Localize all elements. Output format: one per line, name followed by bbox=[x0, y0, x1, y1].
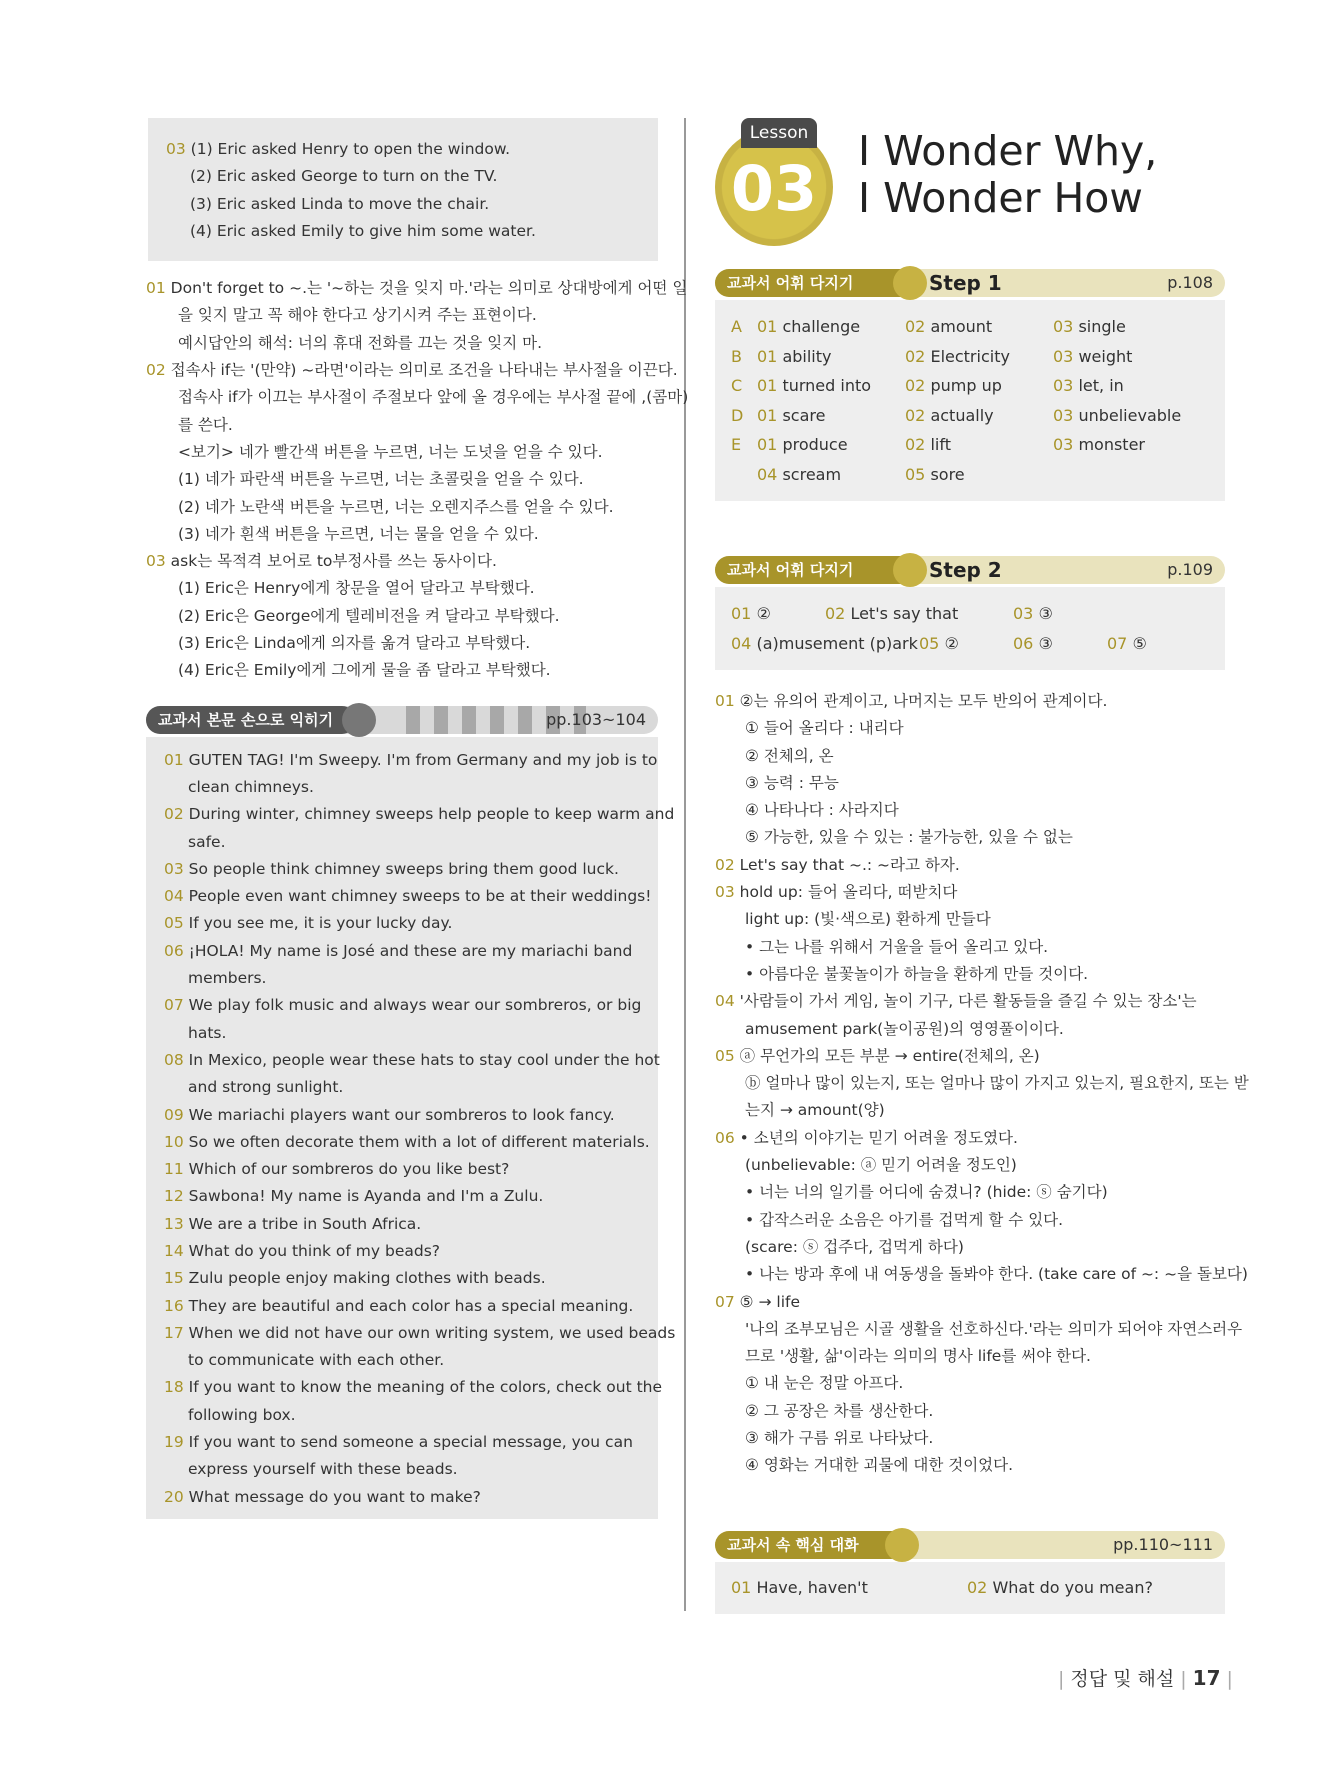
answer-line: (4) Eric asked Emily to give him some water. bbox=[190, 221, 536, 240]
note-continuation: ⑤ 가능한, 있을 수 있는 : 불가능한, 있을 수 없는 bbox=[745, 828, 1073, 847]
step2-label: 교과서 어휘 다지기 bbox=[715, 556, 915, 584]
step2-page: p.109 bbox=[1167, 560, 1213, 579]
step1-answer bbox=[757, 460, 905, 490]
step1-answer bbox=[1053, 430, 1203, 460]
step2-answer bbox=[731, 629, 919, 659]
answer-line: (2) Eric asked George to turn on the TV. bbox=[190, 167, 498, 186]
text-item-text: to communicate with each other. bbox=[188, 1351, 445, 1370]
answer-text: pump up bbox=[930, 376, 1002, 395]
text-item-line bbox=[164, 1484, 640, 1511]
answer-text: ② bbox=[756, 604, 771, 623]
text-item-text: What message do you want to make? bbox=[188, 1487, 481, 1506]
answer-text: Electricity bbox=[930, 346, 1010, 366]
answer-text: scare bbox=[782, 405, 826, 425]
text-item-text: safe. bbox=[188, 832, 226, 851]
note-continuation: <보기> 네가 빨간색 버튼을 누르면, 너는 도넛을 얻을 수 있다. bbox=[178, 442, 603, 461]
text-item-text: Sawbona! My name is Ayanda and I'm a Zulu. bbox=[188, 1187, 544, 1206]
note-text: ⑤ → life bbox=[739, 1292, 801, 1311]
text-item-number: 15 bbox=[164, 1269, 184, 1288]
text-item-number: 07 bbox=[164, 996, 184, 1015]
note-continuation: ① 내 눈은 정말 아프다. bbox=[745, 1374, 904, 1393]
answer-number: 01 bbox=[757, 405, 778, 425]
note-text: ②는 유의어 관계이고, 나머지는 모두 반의어 관계이다. bbox=[739, 692, 1108, 710]
text-item-line bbox=[164, 1265, 640, 1292]
answer-number: 03 bbox=[1053, 317, 1074, 336]
step2-answers bbox=[715, 587, 1225, 670]
note-continuation: (2) 네가 노란색 버튼을 누르면, 너는 오렌지주스를 얻을 수 있다. bbox=[178, 497, 614, 516]
note-continuation: ④ 나타나다 : 사라지다 bbox=[745, 801, 899, 820]
text-item-text: GUTEN TAG! I'm Sweepy. I'm from Germany and my job is to bbox=[188, 750, 658, 769]
answer-text: actually bbox=[930, 405, 994, 425]
answer-text: turned into bbox=[782, 376, 872, 395]
step1-letter: E bbox=[731, 435, 742, 454]
note-line bbox=[715, 852, 1225, 879]
note-continuation: 예시답안의 해석: 너의 휴대 전화를 끄는 것을 잊지 마. bbox=[178, 333, 542, 352]
step1-answer bbox=[757, 371, 905, 401]
text-item-line bbox=[164, 1129, 650, 1156]
text-items-box bbox=[146, 737, 676, 1519]
text-item-line bbox=[164, 1238, 640, 1265]
answer-number: 01 bbox=[731, 1577, 752, 1597]
answer-line: (1) Eric asked Henry to open the window. bbox=[190, 140, 511, 158]
answer-number: 01 bbox=[757, 435, 778, 454]
answer-number: 02 bbox=[967, 1577, 988, 1597]
note-continuation: amusement park(놀이공원)의 영영풀이이다. bbox=[745, 1019, 1064, 1038]
answer-number: 07 bbox=[1107, 633, 1128, 653]
step1-answer bbox=[905, 401, 1053, 431]
text-item-number: 04 bbox=[164, 887, 184, 906]
note-continuation: • 아름다운 불꽃놀이가 하늘을 환하게 만들 것이다. bbox=[745, 964, 1089, 983]
step1-answers bbox=[715, 300, 1225, 501]
note-line bbox=[715, 1289, 1225, 1316]
answer-number: 01 bbox=[757, 346, 778, 366]
note-continuation: 를 쓴다. bbox=[178, 415, 233, 434]
note-continuation: ④ 영화는 거대한 괴물에 대한 것이었다. bbox=[745, 1456, 1014, 1475]
text-item-number: 06 bbox=[164, 941, 184, 960]
right-column bbox=[715, 266, 1249, 1614]
answer-text: amount bbox=[930, 317, 993, 336]
note-number: 07 bbox=[715, 1292, 735, 1311]
answer-number: 02 bbox=[905, 317, 926, 336]
text-item-text: members. bbox=[188, 969, 267, 988]
step1-answer bbox=[1053, 371, 1203, 401]
answer-number: 02 bbox=[825, 604, 846, 623]
step2-name: Step 2 bbox=[929, 558, 1002, 582]
step1-answer bbox=[905, 460, 1053, 490]
answer-number: 03 bbox=[1053, 405, 1074, 425]
text-item-text: hats. bbox=[188, 1023, 227, 1042]
step1-answer bbox=[1053, 460, 1203, 490]
step2-answer bbox=[1107, 629, 1201, 659]
note-text: Don't forget to ~.는 '~하는 것을 잊지 마.'라는 의미로 상대방에게 어떤 일 bbox=[170, 279, 688, 298]
answer-number: 04 bbox=[731, 633, 752, 653]
step1-header bbox=[715, 266, 1225, 300]
note-continuation: light up: (빛·색으로) 환하게 만들다 bbox=[745, 910, 991, 929]
note-continuation: (1) 네가 파란색 버튼을 누르면, 너는 초콜릿을 얻을 수 있다. bbox=[178, 470, 584, 489]
note-continuation: • 그는 나를 위해서 거울을 들어 올리고 있다. bbox=[745, 937, 1049, 956]
note-text: Let's say that ~.: ~라고 하자. bbox=[739, 855, 960, 874]
text-item-line bbox=[164, 1074, 640, 1101]
step1-answer bbox=[757, 312, 905, 342]
note-line bbox=[146, 548, 658, 575]
step1-letter: B bbox=[731, 346, 742, 366]
answer-text: single bbox=[1078, 317, 1126, 336]
note-number: 03 bbox=[146, 552, 166, 571]
text-item-number: 10 bbox=[164, 1132, 184, 1151]
step1-letter: D bbox=[731, 405, 744, 425]
note-continuation: 접속사 if가 이끄는 부사절이 주절보다 앞에 올 경우에는 부사절 끝에 ,(콤마) bbox=[178, 388, 689, 407]
answer-line: (3) Eric asked Linda to move the chair. bbox=[190, 194, 490, 213]
text-item-text: What do you think of my beads? bbox=[188, 1241, 440, 1260]
answer-number: 01 bbox=[757, 317, 778, 336]
answer-number: 01 bbox=[731, 604, 752, 623]
note-continuation: ⓑ 얼마나 많이 있는지, 또는 얼마나 많이 가지고 있는지, 필요한지, 또는 받 bbox=[745, 1074, 1249, 1093]
step2-answer bbox=[731, 1574, 967, 1602]
text-item-number: 16 bbox=[164, 1296, 184, 1315]
answer-number: 03 bbox=[1053, 435, 1074, 454]
step1-answer bbox=[757, 342, 905, 372]
lesson-tab: Lesson bbox=[741, 118, 817, 148]
footer-label: 정답 및 해설 bbox=[1070, 1668, 1175, 1690]
note-text: • 소년의 이야기는 믿기 어려울 정도였다. bbox=[739, 1128, 1018, 1147]
note-line bbox=[715, 879, 1225, 906]
answer-number: 02 bbox=[905, 435, 926, 454]
answer-box-03 bbox=[148, 118, 658, 261]
step1-answer bbox=[1053, 342, 1203, 372]
explanation-notes bbox=[146, 275, 689, 684]
answer-number: 03 bbox=[1053, 346, 1074, 366]
step1-answer bbox=[905, 312, 1053, 342]
note-continuation: 을 잊지 말고 꼭 해야 한다고 상기시켜 주는 표현이다. bbox=[178, 306, 537, 325]
note-continuation: (unbelievable: ⓐ 믿기 어려울 정도인) bbox=[745, 1156, 1017, 1175]
note-number: 04 bbox=[715, 992, 735, 1011]
note-continuation: ① 들어 올리다 : 내리다 bbox=[745, 719, 904, 738]
text-item-text: When we did not have our own writing system, we used beads bbox=[188, 1323, 676, 1342]
text-item-line bbox=[164, 992, 640, 1019]
text-item-text: So people think chimney sweeps bring them good luck. bbox=[188, 859, 619, 878]
note-line bbox=[146, 275, 688, 302]
text-item-line bbox=[164, 965, 640, 992]
text-item-line bbox=[164, 1402, 640, 1429]
text-item-number: 13 bbox=[164, 1214, 184, 1233]
text-item-line bbox=[164, 1429, 640, 1456]
text-item-number: 09 bbox=[164, 1105, 184, 1124]
note-continuation: • 갑작스러운 소음은 아기를 겁먹게 할 수 있다. bbox=[745, 1210, 1064, 1229]
answer-text: challenge bbox=[782, 317, 861, 336]
step1-answer bbox=[905, 342, 1053, 372]
text-item-number: 08 bbox=[164, 1050, 184, 1069]
note-number: 06 bbox=[715, 1128, 735, 1147]
note-continuation: ② 전체의, 온 bbox=[745, 746, 834, 765]
text-item-text: People even want chimney sweeps to be at their weddings! bbox=[188, 887, 652, 906]
note-text: hold up: 들어 올리다, 떠받치다 bbox=[739, 883, 958, 902]
lesson-title bbox=[858, 128, 1157, 222]
step1-answer bbox=[1053, 401, 1203, 431]
lesson-badge bbox=[715, 118, 835, 238]
answer-text: scream bbox=[782, 464, 842, 484]
dialogue-header bbox=[715, 1528, 1225, 1562]
step1-name: Step 1 bbox=[929, 271, 1002, 295]
answer-text: ⑤ bbox=[1132, 633, 1147, 653]
lesson-title-line2: I Wonder How bbox=[858, 174, 1143, 222]
note-continuation: • 너는 너의 일기를 어디에 숨겼니? (hide: ⓢ 숨기다) bbox=[745, 1183, 1108, 1202]
step1-letter bbox=[731, 460, 757, 490]
text-item-text: ¡HOLA! My name is José and these are my mariachi band bbox=[188, 941, 633, 960]
answer-text: sore bbox=[930, 464, 965, 484]
answer-text: Have, haven't bbox=[756, 1577, 868, 1597]
lesson-number: 03 bbox=[730, 152, 818, 225]
step1-answer bbox=[905, 371, 1053, 401]
left-column bbox=[146, 118, 689, 1519]
step1-page: p.108 bbox=[1167, 273, 1213, 292]
answer-text: (a)musement (p)ark bbox=[756, 633, 918, 653]
text-item-line bbox=[164, 1183, 640, 1210]
answer-text: What do you mean? bbox=[992, 1577, 1153, 1597]
step2-answer bbox=[1013, 599, 1107, 629]
answer-number: 03 bbox=[1013, 604, 1034, 623]
note-line bbox=[715, 1125, 1225, 1152]
step1-letter: A bbox=[731, 317, 742, 336]
page-number: 17 bbox=[1192, 1666, 1221, 1690]
answer-text: lift bbox=[930, 435, 951, 454]
text-item-number: 05 bbox=[164, 914, 184, 933]
note-continuation: 므로 '생활, 삶'이라는 의미의 명사 life를 써야 한다. bbox=[745, 1347, 1091, 1366]
text-item-line bbox=[164, 1293, 640, 1320]
answer-text: unbelievable bbox=[1078, 405, 1182, 425]
answer-number: 04 bbox=[757, 464, 778, 484]
note-number: 02 bbox=[146, 361, 166, 380]
answer-number: 05 bbox=[919, 633, 940, 653]
note-continuation: (3) 네가 흰색 버튼을 누르면, 너는 물을 얻을 수 있다. bbox=[178, 524, 539, 543]
text-item-line bbox=[164, 1320, 676, 1347]
note-continuation: (4) Eric은 Emily에게 그에게 물을 좀 달라고 부탁했다. bbox=[178, 661, 551, 680]
note-text: ask는 목적격 보어로 to부정사를 쓰는 동사이다. bbox=[170, 552, 497, 571]
answer-text: produce bbox=[782, 435, 848, 454]
note-line bbox=[715, 988, 1225, 1015]
text-item-line bbox=[164, 1102, 640, 1129]
step2-answer bbox=[1013, 629, 1107, 659]
text-item-text: In Mexico, people wear these hats to stay cool under the hot bbox=[188, 1050, 660, 1069]
step2-answer bbox=[919, 629, 1013, 659]
text-item-line bbox=[164, 856, 640, 883]
note-continuation: (1) Eric은 Henry에게 창문을 열어 달라고 부탁했다. bbox=[178, 579, 535, 598]
note-number: 01 bbox=[715, 692, 735, 710]
note-continuation: (scare: ⓢ 겁주다, 겁먹게 하다) bbox=[745, 1237, 964, 1256]
note-number: 03 bbox=[715, 883, 735, 902]
text-item-text: If you want to know the meaning of the colors, check out the bbox=[188, 1378, 663, 1397]
text-item-line bbox=[164, 1456, 640, 1483]
text-item-line bbox=[164, 747, 658, 774]
step2-header bbox=[715, 553, 1225, 587]
text-item-text: Zulu people enjoy making clothes with beads. bbox=[188, 1269, 546, 1288]
note-number: 01 bbox=[146, 279, 166, 298]
text-item-text: We mariachi players want our sombreros to look fancy. bbox=[188, 1105, 615, 1124]
text-item-line bbox=[164, 1347, 640, 1374]
text-item-line bbox=[164, 1374, 663, 1401]
answer-number: 05 bbox=[905, 464, 926, 484]
step1-answer bbox=[1053, 312, 1203, 342]
step2-answer bbox=[967, 1574, 1217, 1602]
text-item-text: and strong sunlight. bbox=[188, 1078, 344, 1097]
answer-text: ③ bbox=[1038, 604, 1053, 623]
text-item-text: We are a tribe in South Africa. bbox=[188, 1214, 422, 1233]
answer-text: Let's say that bbox=[850, 604, 959, 623]
note-continuation: ② 그 공장은 차를 생산한다. bbox=[745, 1401, 934, 1420]
text-item-text: So we often decorate them with a lot of different materials. bbox=[188, 1132, 650, 1151]
note-line bbox=[715, 1043, 1225, 1070]
text-item-text: We play folk music and always wear our sombreros, or big bbox=[188, 996, 642, 1015]
step2-answer bbox=[731, 599, 825, 629]
text-item-number: 17 bbox=[164, 1323, 184, 1342]
answer-number: 02 bbox=[905, 376, 926, 395]
note-continuation: ③ 능력 : 무능 bbox=[745, 773, 839, 792]
text-item-text: They are beautiful and each color has a special meaning. bbox=[188, 1296, 634, 1315]
note-continuation: '나의 조부모님은 시골 생활을 선호하신다.'라는 의미가 되어야 자연스러우 bbox=[745, 1319, 1243, 1338]
step1-answer bbox=[905, 430, 1053, 460]
text-item-line bbox=[164, 1156, 640, 1183]
note-continuation: • 나는 방과 후에 내 여동생을 돌봐야 한다. (take care of ~: ~을 돌보다) bbox=[745, 1265, 1248, 1284]
text-item-number: 01 bbox=[164, 750, 184, 769]
text-item-number: 14 bbox=[164, 1241, 184, 1260]
note-text: '사람들이 가서 게임, 놀이 기구, 다른 활동들을 즐길 수 있는 장소'는 bbox=[739, 992, 1197, 1011]
text-item-number: 20 bbox=[164, 1487, 184, 1506]
text-item-number: 19 bbox=[164, 1433, 184, 1452]
answer-number: 02 bbox=[905, 405, 926, 425]
step1-answer bbox=[757, 401, 905, 431]
text-item-line bbox=[164, 1047, 660, 1074]
text-item-line bbox=[164, 829, 640, 856]
answer-text: let, in bbox=[1078, 376, 1124, 395]
dialogue-label: 교과서 속 핵심 대화 bbox=[715, 1531, 905, 1559]
text-item-number: 18 bbox=[164, 1378, 184, 1397]
note-text: ⓐ 무언가의 모든 부분 → entire(전체의, 온) bbox=[739, 1046, 1040, 1065]
text-item-line bbox=[164, 910, 640, 937]
text-item-text: If you see me, it is your lucky day. bbox=[188, 914, 453, 933]
text-item-number: 11 bbox=[164, 1160, 184, 1179]
answer-text: monster bbox=[1078, 435, 1145, 454]
answer-number: 03 bbox=[166, 140, 186, 158]
page-reference: pp.103~104 bbox=[546, 709, 646, 729]
note-text: 접속사 if는 '(만약) ~라면'이라는 의미로 조건을 나타내는 부사절을 이끈다. bbox=[170, 361, 678, 380]
text-item-line bbox=[164, 883, 652, 910]
step1-label: 교과서 어휘 다지기 bbox=[715, 269, 915, 297]
text-item-text: express yourself with these beads. bbox=[188, 1460, 458, 1479]
answer-text: ② bbox=[944, 633, 959, 653]
text-item-text: clean chimneys. bbox=[188, 777, 314, 796]
answer-number: 03 bbox=[1053, 376, 1074, 395]
note-continuation: (3) Eric은 Linda에게 의자를 옮겨 달라고 부탁했다. bbox=[178, 634, 531, 653]
note-line bbox=[146, 357, 678, 384]
text-item-text: following box. bbox=[188, 1405, 296, 1424]
note-number: 02 bbox=[715, 855, 735, 874]
note-number: 05 bbox=[715, 1046, 735, 1065]
section-label: 교과서 본문 손으로 익히기 bbox=[146, 706, 356, 734]
dialogue-page: pp.110~111 bbox=[1113, 1534, 1213, 1554]
text-item-line bbox=[164, 938, 640, 965]
text-item-line bbox=[164, 801, 675, 828]
note-continuation: ③ 해가 구름 위로 나타났다. bbox=[745, 1429, 934, 1448]
text-item-line bbox=[164, 1211, 640, 1238]
dialogue-answers bbox=[715, 1562, 1225, 1614]
step2-answer bbox=[825, 599, 1013, 629]
page-footer: | 정답 및 해설 | 17 | bbox=[1058, 1666, 1233, 1690]
answer-number: 06 bbox=[1013, 633, 1034, 653]
text-item-text: If you want to send someone a special message, you can bbox=[188, 1433, 633, 1452]
text-item-number: 03 bbox=[164, 859, 184, 878]
text-item-line bbox=[164, 1020, 640, 1047]
section-header-text bbox=[146, 703, 658, 737]
answer-number: 01 bbox=[757, 376, 778, 395]
text-item-line bbox=[164, 774, 640, 801]
text-item-number: 12 bbox=[164, 1187, 184, 1206]
answer-text: ability bbox=[782, 346, 832, 366]
answer-text: ③ bbox=[1038, 633, 1053, 653]
note-continuation: (2) Eric은 George에게 텔레비전을 켜 달라고 부탁했다. bbox=[178, 606, 560, 625]
answer-number: 02 bbox=[905, 346, 926, 366]
answer-text: weight bbox=[1078, 346, 1133, 366]
step1-letter: C bbox=[731, 376, 743, 395]
text-item-number: 02 bbox=[164, 805, 184, 824]
note-continuation: 는지 → amount(양) bbox=[745, 1101, 885, 1120]
text-item-text: During winter, chimney sweeps help people to keep warm and bbox=[188, 805, 675, 824]
column-divider bbox=[684, 118, 686, 1611]
step1-answer bbox=[757, 430, 905, 460]
text-item-text: Which of our sombreros do you like best? bbox=[188, 1160, 510, 1179]
right-explanation-notes bbox=[715, 688, 1249, 1480]
lesson-title-line1: I Wonder Why, bbox=[858, 127, 1158, 175]
note-line bbox=[715, 688, 1225, 715]
